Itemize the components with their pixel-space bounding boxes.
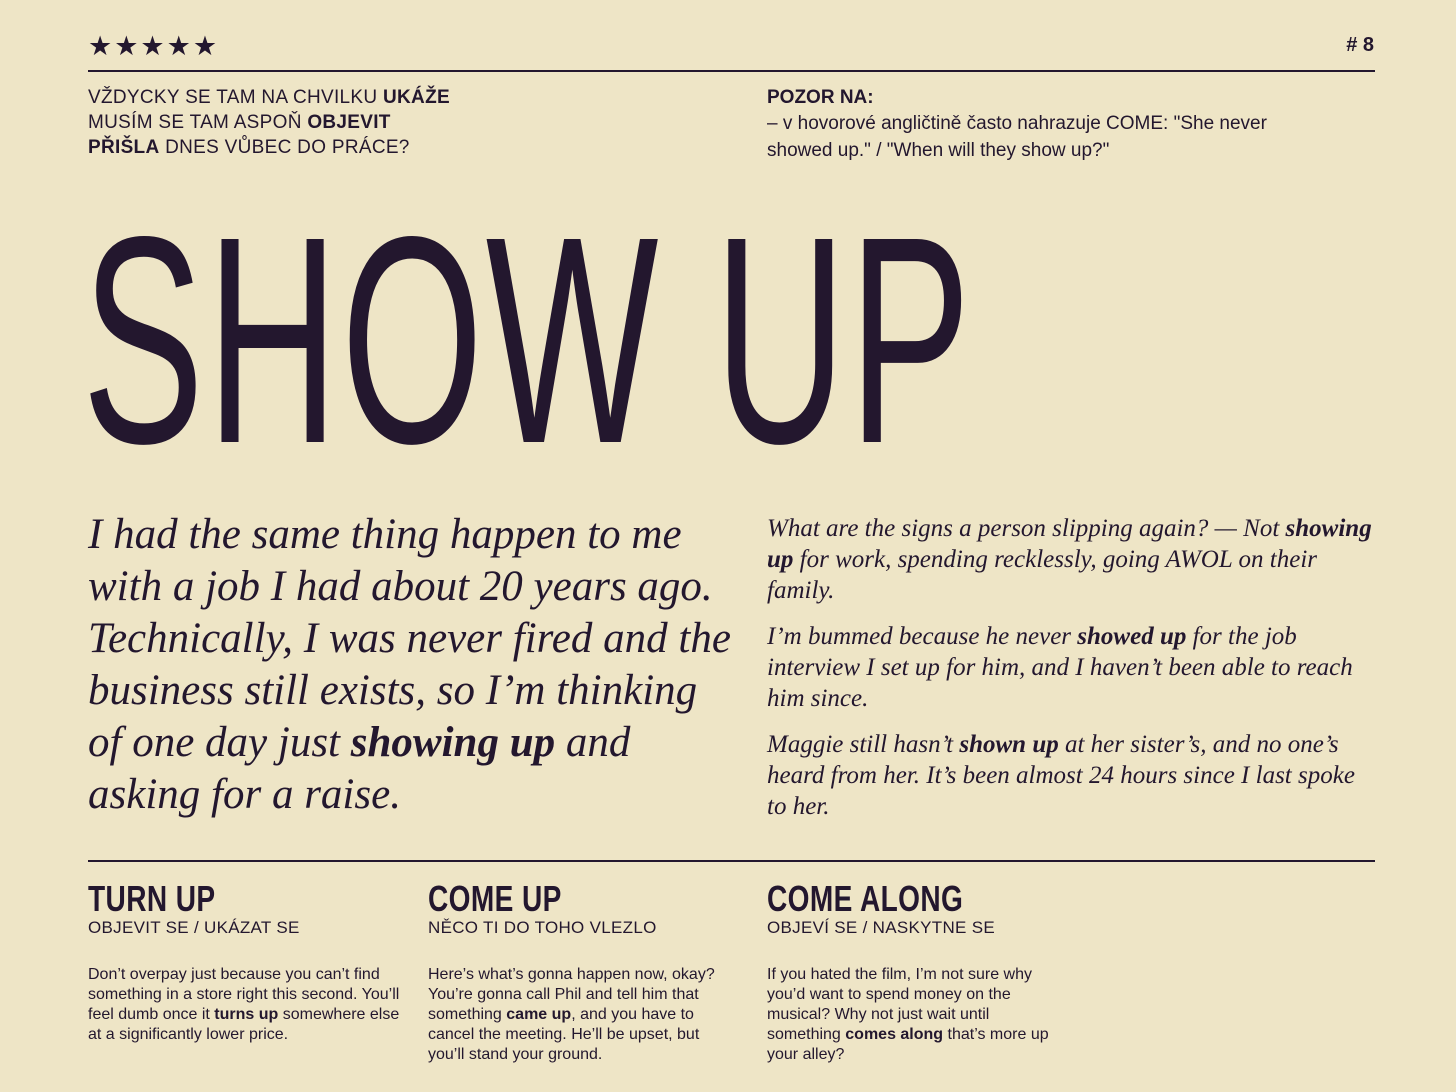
related-verb-translation: NĚCO TI DO TOHO VLEZLO xyxy=(428,918,657,937)
page-title: SHOW UP xyxy=(82,175,974,505)
translation-highlight: OBJEVIT xyxy=(307,112,391,133)
example-text: at her sister’s, and no one’s heard from her. It’s been almost 24 hours since I last spoke to her. xyxy=(767,731,1355,820)
main-quote xyxy=(88,509,738,821)
example-sentences xyxy=(767,513,1377,837)
translation-text: MUSÍM SE TAM ASPOŇ xyxy=(88,112,308,133)
example-text: , and you have to cancel the meeting. He’ll be upset, but you’ll stand your ground. xyxy=(428,1006,700,1063)
example-text: somewhere else at a significantly lower price. xyxy=(88,1006,400,1043)
related-verb-example xyxy=(428,965,740,1065)
example-sentence xyxy=(767,513,1377,606)
translation-line xyxy=(88,85,450,110)
quote-text: I had the same thing happen to me with a job I had about 20 years ago. Technically, I was never fired and the business still exists, so I’m thinking of one day just xyxy=(88,511,731,766)
related-verb-example xyxy=(88,965,408,1045)
top-divider xyxy=(88,70,1375,72)
related-verb-heading: COME UP xyxy=(428,878,562,919)
translation-line xyxy=(88,135,450,160)
usage-note-text: – v hovorové angličtině často nahrazuje COME: "She never showed up." / "When will they show up?" xyxy=(767,113,1267,161)
example-highlight: came up xyxy=(506,1006,572,1023)
example-text: for work, spending recklessly, going AWOL on their family. xyxy=(767,546,1317,604)
example-text: that’s more up your alley? xyxy=(767,1026,1049,1063)
usage-note xyxy=(767,85,1327,164)
rating-stars-icon: ★★★★★ xyxy=(88,31,220,62)
related-verb-turn-up xyxy=(88,880,408,1045)
related-verb-heading: TURN UP xyxy=(88,878,216,919)
czech-translations xyxy=(88,85,450,160)
related-verb-translation: OBJEVÍ SE / NASKYTNE SE xyxy=(767,918,995,937)
related-verb-heading: COME ALONG xyxy=(767,878,964,919)
example-sentence xyxy=(767,621,1377,714)
related-verb-example xyxy=(767,965,1067,1065)
related-verb-come-up xyxy=(428,880,740,1065)
example-text: Maggie still hasn’t xyxy=(767,731,960,758)
example-highlight: comes along xyxy=(845,1026,944,1043)
example-highlight: shown up xyxy=(959,731,1059,758)
related-verb-translation: OBJEVIT SE / UKÁZAT SE xyxy=(88,918,300,937)
related-verb-come-along xyxy=(767,880,1067,1065)
example-highlight: showing up xyxy=(767,515,1372,573)
quote-text: and asking for a raise. xyxy=(88,719,631,818)
translation-highlight: PŘIŠLA xyxy=(88,137,160,158)
example-text: What are the signs a person slipping again? — Not xyxy=(767,515,1286,542)
translation-text: VŽDYCKY SE TAM NA CHVILKU xyxy=(88,87,383,108)
translation-line xyxy=(88,110,450,135)
example-highlight: showed up xyxy=(1077,623,1187,650)
page-number: # 8 xyxy=(1346,34,1374,56)
quote-highlight: showing up xyxy=(350,719,556,766)
translation-highlight: UKÁŽE xyxy=(383,87,450,108)
example-text: If you hated the film, I’m not sure why you’d want to spend money on the musical? Why not just wait until something xyxy=(767,966,1033,1043)
example-text: for the job interview I set up for him, and I haven’t been able to reach him since. xyxy=(767,623,1353,712)
example-highlight: turns up xyxy=(214,1006,279,1023)
bottom-divider xyxy=(88,860,1375,862)
example-text: I’m bummed because he never xyxy=(767,623,1078,650)
example-text: Don’t overpay just because you can’t find something in a store right this second. You’ll feel dumb once it xyxy=(88,966,400,1023)
example-sentence xyxy=(767,729,1377,822)
example-text: Here’s what’s gonna happen now, okay? You’re gonna call Phil and tell him that something xyxy=(428,966,715,1023)
translation-text: DNES VŮBEC DO PRÁCE? xyxy=(159,137,410,158)
usage-note-title: POZOR NA: xyxy=(767,87,874,108)
